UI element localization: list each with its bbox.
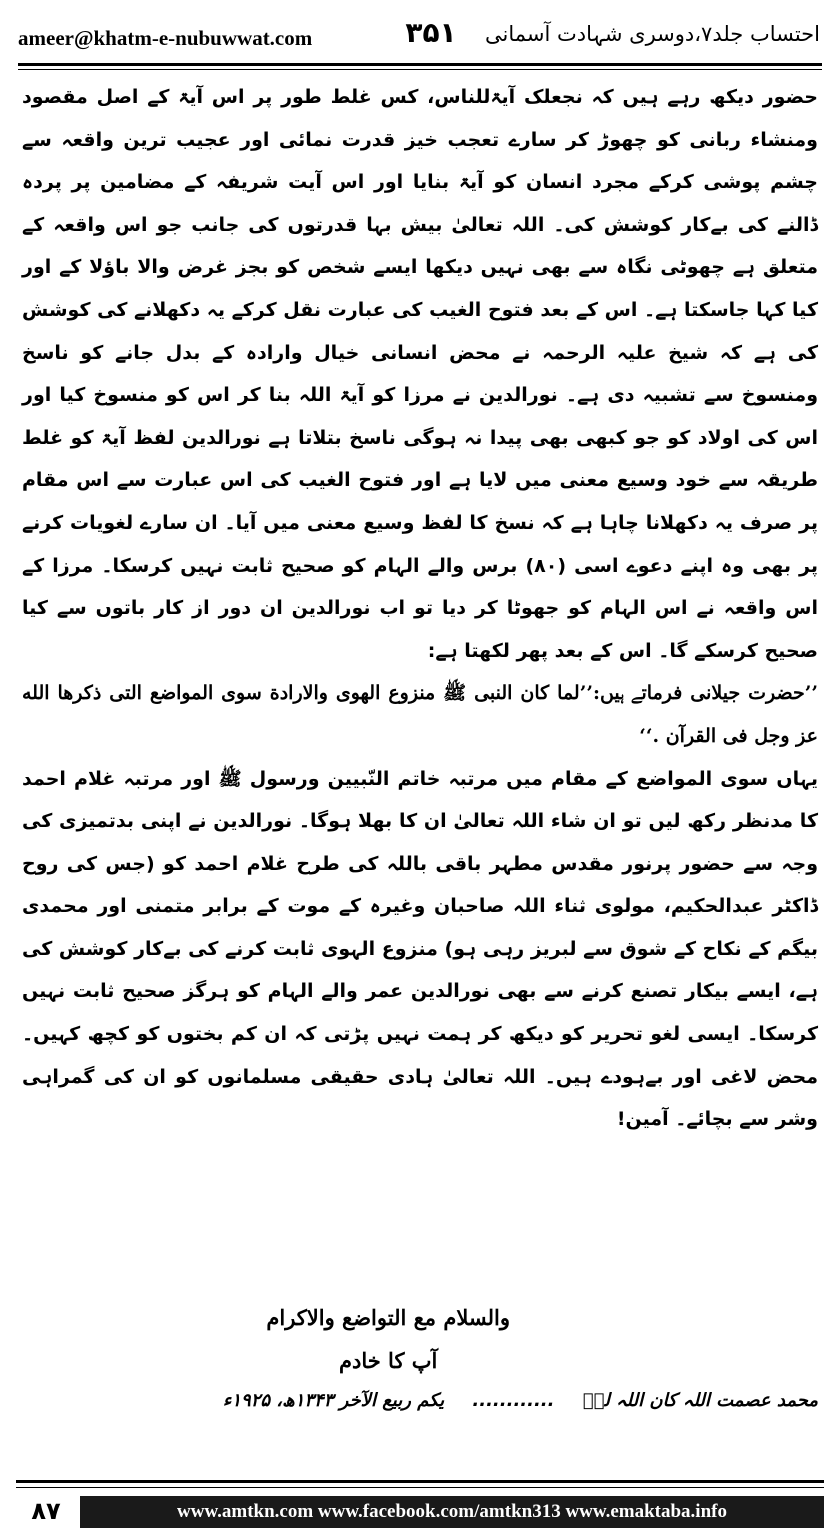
paragraph: یہاں سوی المواضع کے مقام میں مرتبہ خاتم النّبیین ورسول ﷺ اور مرتبہ غلام احمد کا مدنظر رکھ لیں تو ان شاء اللہ تعالیٰ ان کا بھلا ہوگا۔ نورالدین نے اپنی بدتمیزی کی وجہ سے حضور پرنور مقدس مطہر باقی باللہ کی طرح غلام احمد کو (جس کی روح ڈاکٹر عبدالحکیم، مولوی ثناء اللہ صاحبان وغیرہ کے موت کے برابر متمنی اور محمدی بیگم کے نکاح کے شوق سے لبریز رہی ہو) منزوع الہوی ثابت کرنے کی بےکار کوشش کی ہے، ایسے بیکار تصنع کرنے سے بھی نورالدین عمر والے الہام کو ہرگز صحیح ثابت نہیں کرسکا۔ ایسی لغو تحریر کو دیکھ کر ہمت نہیں پڑتی کہ ان کم بختوں کو کچھ کہیں۔ محض لاغی اور بےہودے ہیں۔ اللہ تعالیٰ ہادی حقیقی مسلمانوں کو ان کی گمراہی وشر سے بچائے۔ آمین!: [22, 767, 819, 1131]
main-text: [22, 76, 818, 1141]
header-divider-thin: [18, 69, 822, 70]
salutation: والسلام مع التواضع والاکرام: [266, 1305, 510, 1330]
footer-divider-thin: [16, 1487, 824, 1488]
closing-block: [266, 1296, 510, 1382]
arabic-quote: ’’حضرت جیلانی فرماتے ہیں:’’لما کان النبی ﷺ منزوع الهوی والارادة سوی المواضع التی ذکرها الله عز وجل فی القرآن .‘‘: [22, 682, 818, 747]
page-number: ۳۵۱: [405, 16, 457, 49]
page-header: [16, 12, 824, 62]
signature-name: محمد عصمت اللہ کان اللہ لہٗ: [582, 1390, 818, 1411]
page-footer: [16, 1494, 824, 1532]
sequence-number: ۸۷: [31, 1497, 61, 1525]
signature-line: [22, 1390, 818, 1411]
header-divider: [18, 63, 822, 66]
footer-divider: [16, 1480, 824, 1483]
header-email[interactable]: ameer@khatm-e-nubuwwat.com: [18, 26, 313, 50]
signature-date: یکم ربیع الآخر ۱۳۴۳ھ، ۱۹۲۵ء: [222, 1390, 445, 1411]
signature-dots: ............: [472, 1390, 555, 1411]
paragraph: حضور دیکھ رہے ہیں کہ نجعلک آیۃللناس، کس غلط طور پر اس آیۃ کے اصل مقصود ومنشاء ربانی کو چھوڑ کر سارے تعجب خیز قدرت نمائی اور عجیب ترین واقعہ سے چشم پوشی کرکے مجرد انسان کو آیۃ بنایا اور اس آیت شریفہ کے مضامین پر پردہ ڈالنے کی بےکار کوشش کی۔ اللہ تعالیٰ بیش بہا قدرتوں کی جانب جو اس واقعہ کے متعلق ہے چھوٹی نگاہ سے بھی نہیں دیکھا ایسے شخص کو بجز غرض والا باؤلا کے اور کیا کہا جاسکتا ہے۔ اس کے بعد فتوح الغیب کی عبارت نقل کرکے یہ دکھلانے کی کوشش کی ہے کہ شیخ علیہ الرحمہ نے محض انسانی خیال وارادہ کے بدل جانے کو ناسخ ومنسوخ سے تشبیہ دی ہے۔ نورالدین نے مرزا کو آیۃ اللہ بنا کر اس کو منسوخ کیا اور اس کی اولاد کو جو کبھی بھی پیدا نہ ہوگی ناسخ بتلاتا ہے نورالدین لفظ آیۃ کو غلط طریقہ سے خود وسیع معنی میں لایا ہے اور فتوح الغیب کی اس عبارت سے اس مقام پر صرف یہ دکھلانا چاہا ہے کہ نسخ کا لفظ وسیع معنی میں آیا۔ ان سارے لغویات کرنے پر بھی وہ اپنے دعوے اسی (۸۰) برس والے الہام کو صحیح ثابت نہیں کرسکا۔ مرزا کے اس واقعہ نے اس الہام کو جھوٹا کر دیا تو اب نورالدین ان دور از کار باتوں سے کیا صحیح کرسکے گا۔ اس کے بعد پھر لکھتا ہے:: [22, 86, 818, 662]
running-title: احتساب جلد۷،دوسری شہادت آسمانی: [485, 22, 820, 46]
servant-line: آپ کا خادم: [339, 1348, 438, 1373]
footer-links[interactable]: www.amtkn.com www.facebook.com/amtkn313 www.emaktaba.info: [80, 1496, 824, 1528]
